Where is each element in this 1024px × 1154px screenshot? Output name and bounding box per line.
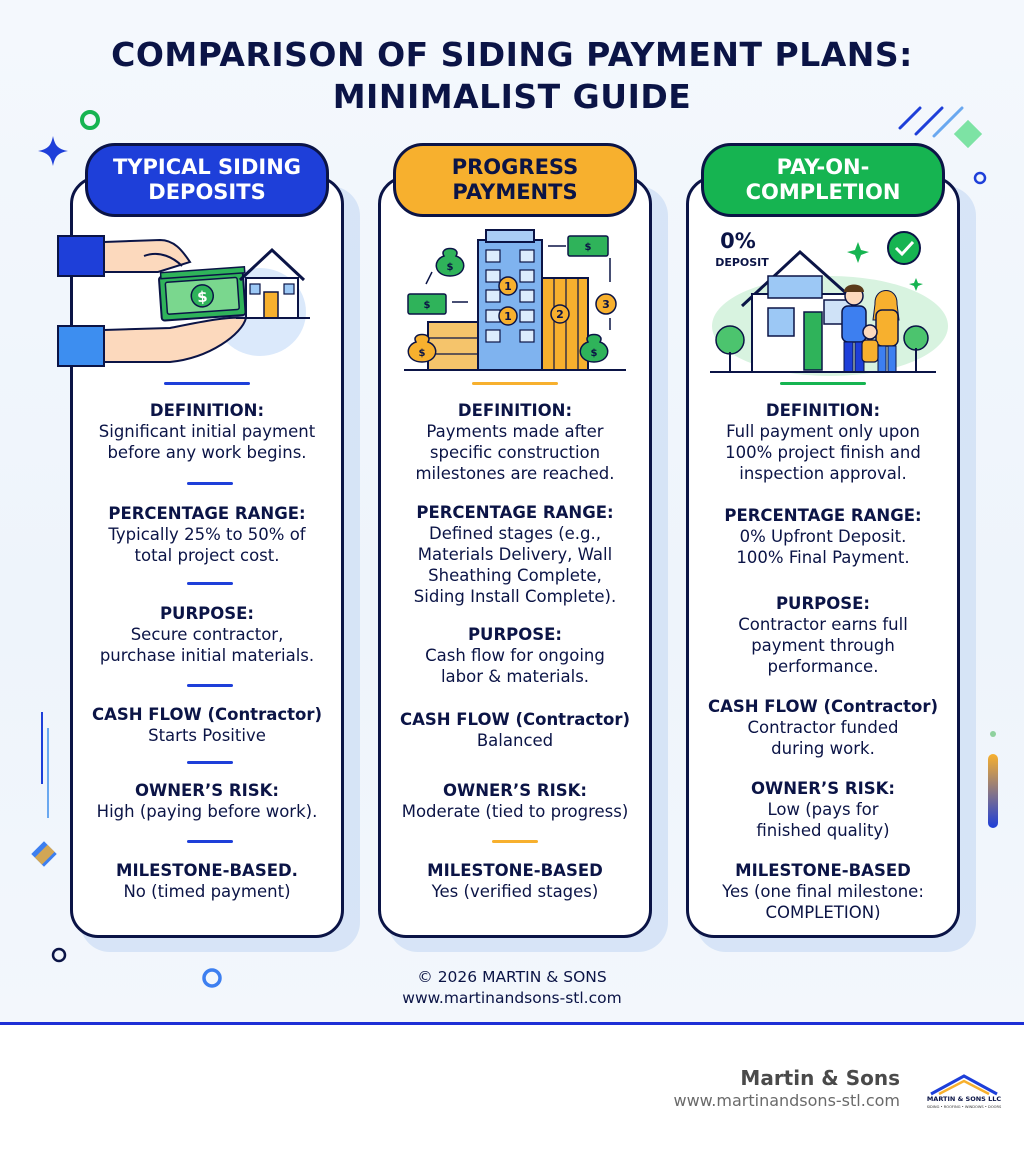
percentage-section	[70, 503, 344, 566]
copyright-text: © 2026 MARTIN & SONS	[417, 968, 607, 986]
milestone-text: No (timed payment)	[123, 882, 291, 901]
purpose-text: Secure contractor, purchase initial materials.	[99, 625, 315, 665]
vertical-lines-icon	[36, 708, 56, 828]
hands-cash-house-icon	[50, 222, 318, 382]
diamond-icon	[28, 838, 60, 870]
cashflow-text: Starts Positive	[148, 726, 266, 745]
title-line-2: MINIMALIST GUIDE	[332, 77, 692, 116]
cashflow-text: Balanced	[476, 731, 554, 750]
cashflow-section	[686, 696, 960, 759]
milestone-label: MILESTONE-BASED	[427, 861, 603, 880]
sparkle-icon	[36, 134, 70, 168]
definition-section	[70, 400, 344, 463]
purpose-label: PURPOSE:	[159, 604, 255, 623]
ring-icon	[970, 168, 990, 188]
logo-text: MARTIN & SONS LLC	[926, 1095, 1002, 1103]
milestone-section	[70, 860, 344, 902]
svg-text:$: $	[196, 287, 209, 307]
money-symbol: $	[584, 242, 592, 253]
divider	[187, 761, 233, 764]
percentage-text: 0% Upfront Deposit. 100% Final Payment.	[736, 527, 910, 567]
definition-section	[686, 400, 960, 484]
divider	[187, 840, 233, 843]
gradient-bar-icon	[984, 728, 1004, 832]
logo-tagline: SIDING • ROOFING • WINDOWS • DOORS	[926, 1105, 1002, 1109]
percentage-label: PERCENTAGE RANGE:	[416, 503, 614, 522]
page-title	[0, 34, 1024, 118]
divider	[780, 382, 866, 385]
milestone-text: Yes (verified stages)	[431, 882, 599, 901]
definition-label: DEFINITION:	[149, 401, 265, 420]
cashflow-section	[378, 709, 652, 751]
milestone-section	[686, 860, 960, 923]
header-pay-on-completion: PAY-ON-COMPLETION	[701, 143, 945, 217]
cashflow-label: CASH FLOW (Contractor)	[91, 705, 323, 724]
divider	[187, 582, 233, 585]
money-symbol: $	[446, 262, 454, 273]
definition-label: DEFINITION:	[765, 401, 881, 420]
risk-text: Low (pays for finished quality)	[756, 800, 890, 840]
cashflow-label: CASH FLOW (Contractor)	[399, 710, 631, 729]
milestone-text: Yes (one final milestone: COMPLETION)	[722, 882, 924, 922]
stage-number: 3	[602, 298, 610, 311]
milestone-section	[378, 860, 652, 902]
stage-number: 2	[556, 308, 564, 321]
percentage-text: Typically 25% to 50% of total project cost.	[108, 525, 306, 565]
brand-name: Martin & Sons	[740, 1066, 900, 1090]
milestone-label: MILESTONE-BASED.	[116, 861, 298, 880]
purpose-section	[70, 603, 344, 666]
purpose-label: PURPOSE:	[775, 594, 871, 613]
divider	[164, 382, 250, 385]
cashflow-section	[70, 704, 344, 746]
risk-section	[378, 780, 652, 822]
house-family-check-icon	[690, 222, 958, 382]
risk-section	[686, 778, 960, 841]
definition-text: Significant initial payment before any work begins.	[98, 422, 316, 462]
stage-number: 1	[504, 280, 512, 293]
badge-label: DEPOSIT	[715, 256, 769, 269]
percentage-label: PERCENTAGE RANGE:	[108, 504, 306, 523]
brand-url[interactable]: www.martinandsons-stl.com	[673, 1091, 900, 1110]
definition-label: DEFINITION:	[457, 401, 573, 420]
percentage-label: PERCENTAGE RANGE:	[724, 506, 922, 525]
divider	[187, 684, 233, 687]
cashflow-text: Contractor funded during work.	[747, 718, 899, 758]
money-symbol: $	[423, 300, 431, 311]
definition-text: Full payment only upon 100% project finish and inspection approval.	[725, 422, 921, 483]
header-progress-payments: PROGRESS PAYMENTS	[393, 143, 637, 217]
risk-section	[70, 780, 344, 822]
milestone-label: MILESTONE-BASED	[735, 861, 911, 880]
divider	[492, 840, 538, 843]
header-typical-deposits: TYPICAL SIDING DEPOSITS	[85, 143, 329, 217]
company-logo	[925, 1072, 1003, 1112]
divider	[187, 482, 233, 485]
risk-label: OWNER’S RISK:	[134, 781, 280, 800]
purpose-text: Contractor earns full payment through performance.	[738, 615, 908, 676]
risk-text: Moderate (tied to progress)	[401, 802, 629, 821]
building-stages-money-icon	[382, 222, 650, 382]
ring-icon	[48, 944, 70, 966]
purpose-text: Cash flow for ongoing labor & materials.	[425, 646, 605, 686]
title-line-1: COMPARISON OF SIDING PAYMENT PLANS:	[111, 35, 913, 74]
risk-label: OWNER’S RISK:	[442, 781, 588, 800]
cashflow-label: CASH FLOW (Contractor)	[707, 697, 939, 716]
divider	[472, 382, 558, 385]
risk-label: OWNER’S RISK:	[750, 779, 896, 798]
percentage-section	[378, 502, 652, 607]
risk-text: High (paying before work).	[96, 802, 318, 821]
badge-value: 0%	[720, 229, 756, 253]
definition-section	[378, 400, 652, 484]
money-symbol: $	[590, 348, 598, 359]
purpose-section	[686, 593, 960, 677]
purpose-label: PURPOSE:	[467, 625, 563, 644]
percentage-section	[686, 505, 960, 568]
purpose-section	[378, 624, 652, 687]
stage-number: 1	[504, 310, 512, 323]
money-symbol: $	[418, 348, 426, 359]
definition-text: Payments made after specific construction milestones are reached.	[415, 422, 615, 483]
footer-url[interactable]: www.martinandsons-stl.com	[402, 989, 622, 1007]
percentage-text: Defined stages (e.g., Materials Delivery, Wall Sheathing Complete, Siding Install Complete).	[413, 524, 617, 606]
